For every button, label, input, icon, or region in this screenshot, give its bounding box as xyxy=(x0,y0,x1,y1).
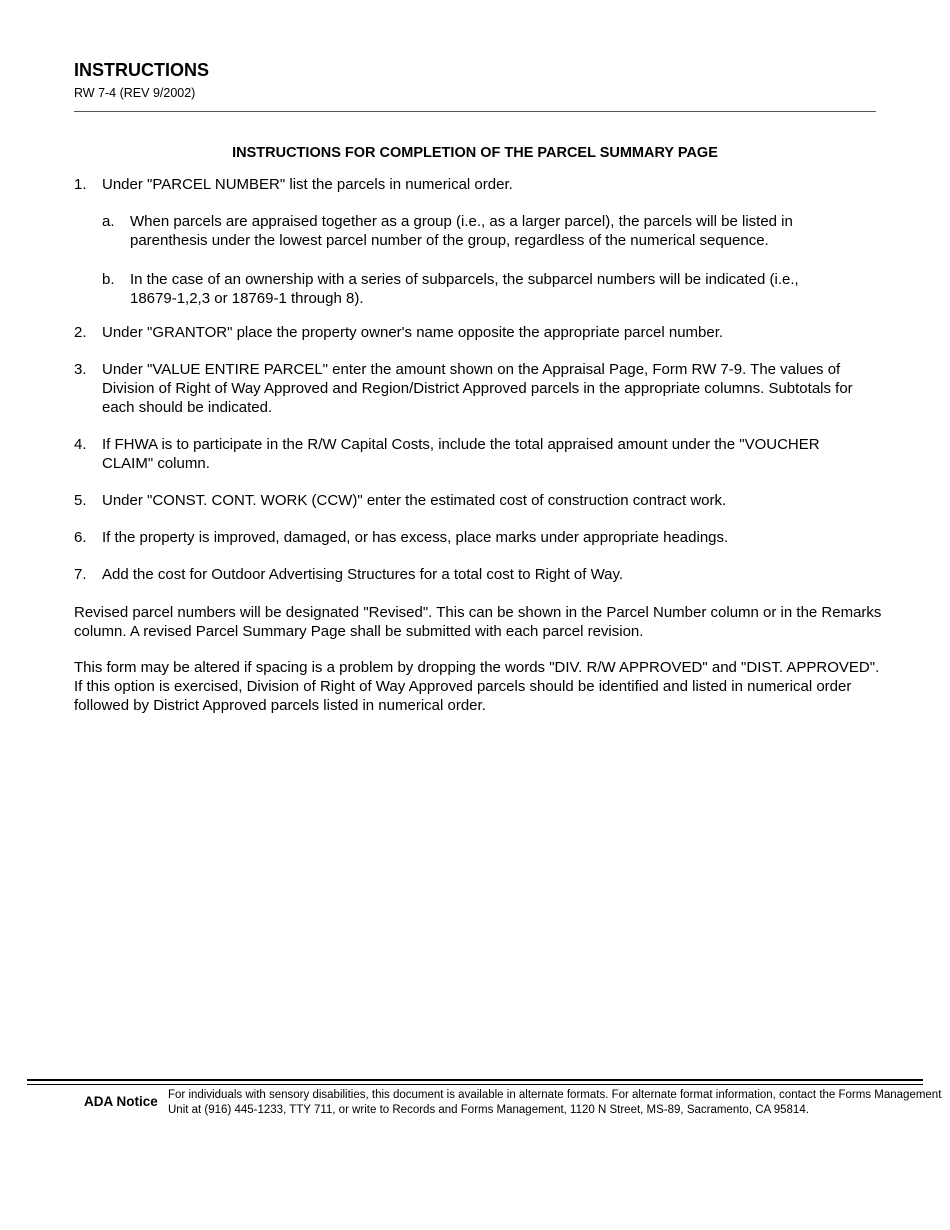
section-title: INSTRUCTIONS FOR COMPLETION OF THE PARCEL SUMMARY PAGE xyxy=(232,145,718,161)
list-item-text: If the property is improved, damaged, or has excess, place marks under appropriate headings. xyxy=(102,529,729,546)
footer-divider xyxy=(27,1079,923,1081)
list-item-text: If FHWA is to participate in the R/W Capital Costs, include the total appraised amount under the "VOUCHER CLAIM" column. xyxy=(102,436,820,472)
footer-divider-thin xyxy=(27,1084,923,1085)
list-item-text: Under "GRANTOR" place the property owner's name opposite the appropriate parcel number. xyxy=(102,324,724,341)
sub-list-item-text: In the case of an ownership with a series of subparcels, the subparcel numbers will be indicated (i.e., 18679-1,2,3 or 18769-1 through 8). xyxy=(130,271,799,307)
form-number: RW 7-4 (REV 9/2002) xyxy=(74,86,196,100)
form-alteration-paragraph: This form may be altered if spacing is a problem by dropping the words "DIV. R/W APPROVED" and "DIST. APPROVED". If this option is exercised, Division of Right of Way Approved parcels should be identified and listed in numerical order followed by District Approved parcels listed in numerical order. xyxy=(74,659,880,714)
list-item-number: 3. xyxy=(74,361,87,378)
list-item-number: 6. xyxy=(74,529,87,546)
list-item-number: 2. xyxy=(74,324,87,341)
ada-notice-label: ADA Notice xyxy=(84,1094,158,1109)
sub-list-item-text: When parcels are appraised together as a group (i.e., as a larger parcel), the parcels will be listed in parenthesis under the lowest parcel number of the group, regardless of the numerical sequence. xyxy=(130,213,793,249)
page-title: INSTRUCTIONS xyxy=(74,60,209,80)
list-item-number: 4. xyxy=(74,436,87,453)
list-item-text: Under "PARCEL NUMBER" list the parcels in numerical order. xyxy=(102,176,513,193)
sub-list-item-letter: b. xyxy=(102,271,115,288)
list-item-number: 1. xyxy=(74,176,87,193)
list-item-text: Under "VALUE ENTIRE PARCEL" enter the amount shown on the Appraisal Page, Form RW 7-9. The values of Division of Right of Way Approved and Region/District Approved parcels in the appropriate columns. Subtotals for each should be indicated. xyxy=(102,361,853,416)
ada-notice-line: For individuals with sensory disabilities, this document is available in alternate formats. For alternate format information, contact the Forms Management xyxy=(168,1089,942,1101)
revised-parcels-paragraph: Revised parcel numbers will be designated "Revised". This can be shown in the Parcel Number column or in the Remarks column. A revised Parcel Summary Page shall be submitted with each parcel revision. xyxy=(74,604,882,640)
list-item-number: 7. xyxy=(74,566,87,583)
list-item-text: Under "CONST. CONT. WORK (CCW)" enter the estimated cost of construction contract work. xyxy=(102,492,727,509)
header-divider xyxy=(74,111,876,112)
ada-notice-line: Unit at (916) 445-1233, TTY 711, or write to Records and Forms Management, 1120 N Street, MS-89, Sacramento, CA 95814. xyxy=(168,1103,809,1116)
list-item-number: 5. xyxy=(74,492,87,509)
list-item-text: Add the cost for Outdoor Advertising Structures for a total cost to Right of Way. xyxy=(102,566,624,583)
ada-notice-text xyxy=(168,1088,950,1117)
sub-list-item-letter: a. xyxy=(102,213,115,230)
